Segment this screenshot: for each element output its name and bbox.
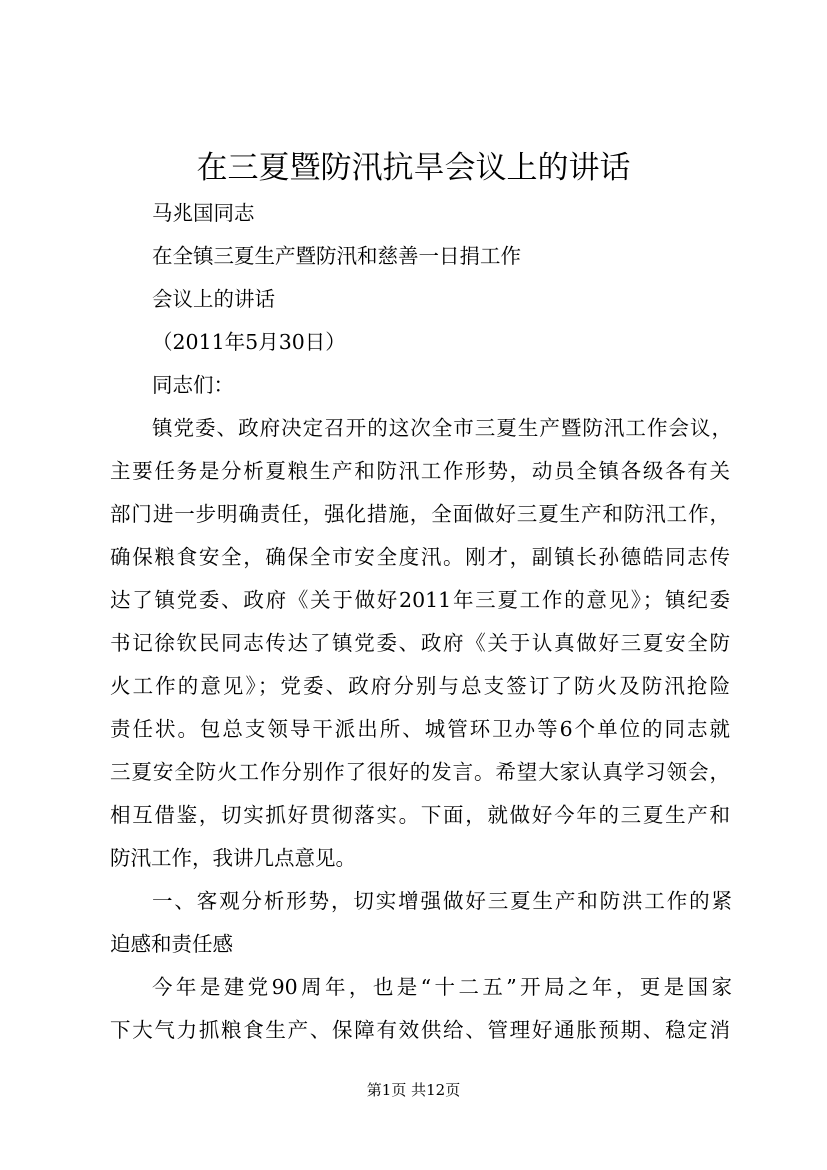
document-title: 在三夏暨防汛抗旱会议上的讲话 [196,150,631,186]
paragraph-line: 镇党委、政府决定召开的这次全市三夏生产暨防汛工作会议， [152,416,732,440]
paragraph-line: 书记徐钦民同志传达了镇党委、政府《关于认真做好三夏安全防 [110,631,730,655]
page-footer: 第1页 共12页 [366,1081,461,1099]
subtitle-line-1: 在全镇三夏生产暨防汛和慈善一日捐工作 [152,244,521,268]
paragraph-line: 下大气力抓粮食生产、保障有效供给、管理好通胀预期、稳定消 [110,1018,730,1042]
section-heading-line: 一、客观分析形势，切实增强做好三夏生产和防洪工作的紧 [152,889,732,913]
paragraph-line: 防汛工作，我讲几点意见。 [110,846,356,870]
paragraph-line: 责任状。包总支领导干派出所、城管环卫办等6个单位的同志就 [110,717,730,741]
speaker-name: 马兆国同志 [152,201,255,225]
paragraph-line: 部门进一步明确责任，强化措施，全面做好三夏生产和防汛工作， [110,502,730,526]
subtitle-line-2: 会议上的讲话 [152,287,275,311]
paragraph-line: 三夏安全防火工作分别作了很好的发言。希望大家认真学习领会， [110,760,730,784]
paragraph-line: 今年是建党90周年，也是“十二五”开局之年，更是国家 [152,975,732,999]
paragraph-line: 主要任务是分析夏粮生产和防汛工作形势，动员全镇各级各有关 [110,459,730,483]
paragraph-line: 火工作的意见》；党委、政府分别与总支签订了防火及防汛抢险 [110,674,730,698]
speech-date: （2011年5月30日） [152,330,346,354]
paragraph-line: 确保粮食安全，确保全市安全度汛。刚才，副镇长孙德皓同志传 [110,545,730,569]
paragraph-line: 相互借鉴，切实抓好贯彻落实。下面，就做好今年的三夏生产和 [110,803,730,827]
salutation: 同志们： [152,373,234,397]
paragraph-line: 达了镇党委、政府《关于做好2011年三夏工作的意见》；镇纪委 [110,588,730,612]
section-heading-line: 迫感和责任感 [110,932,233,956]
